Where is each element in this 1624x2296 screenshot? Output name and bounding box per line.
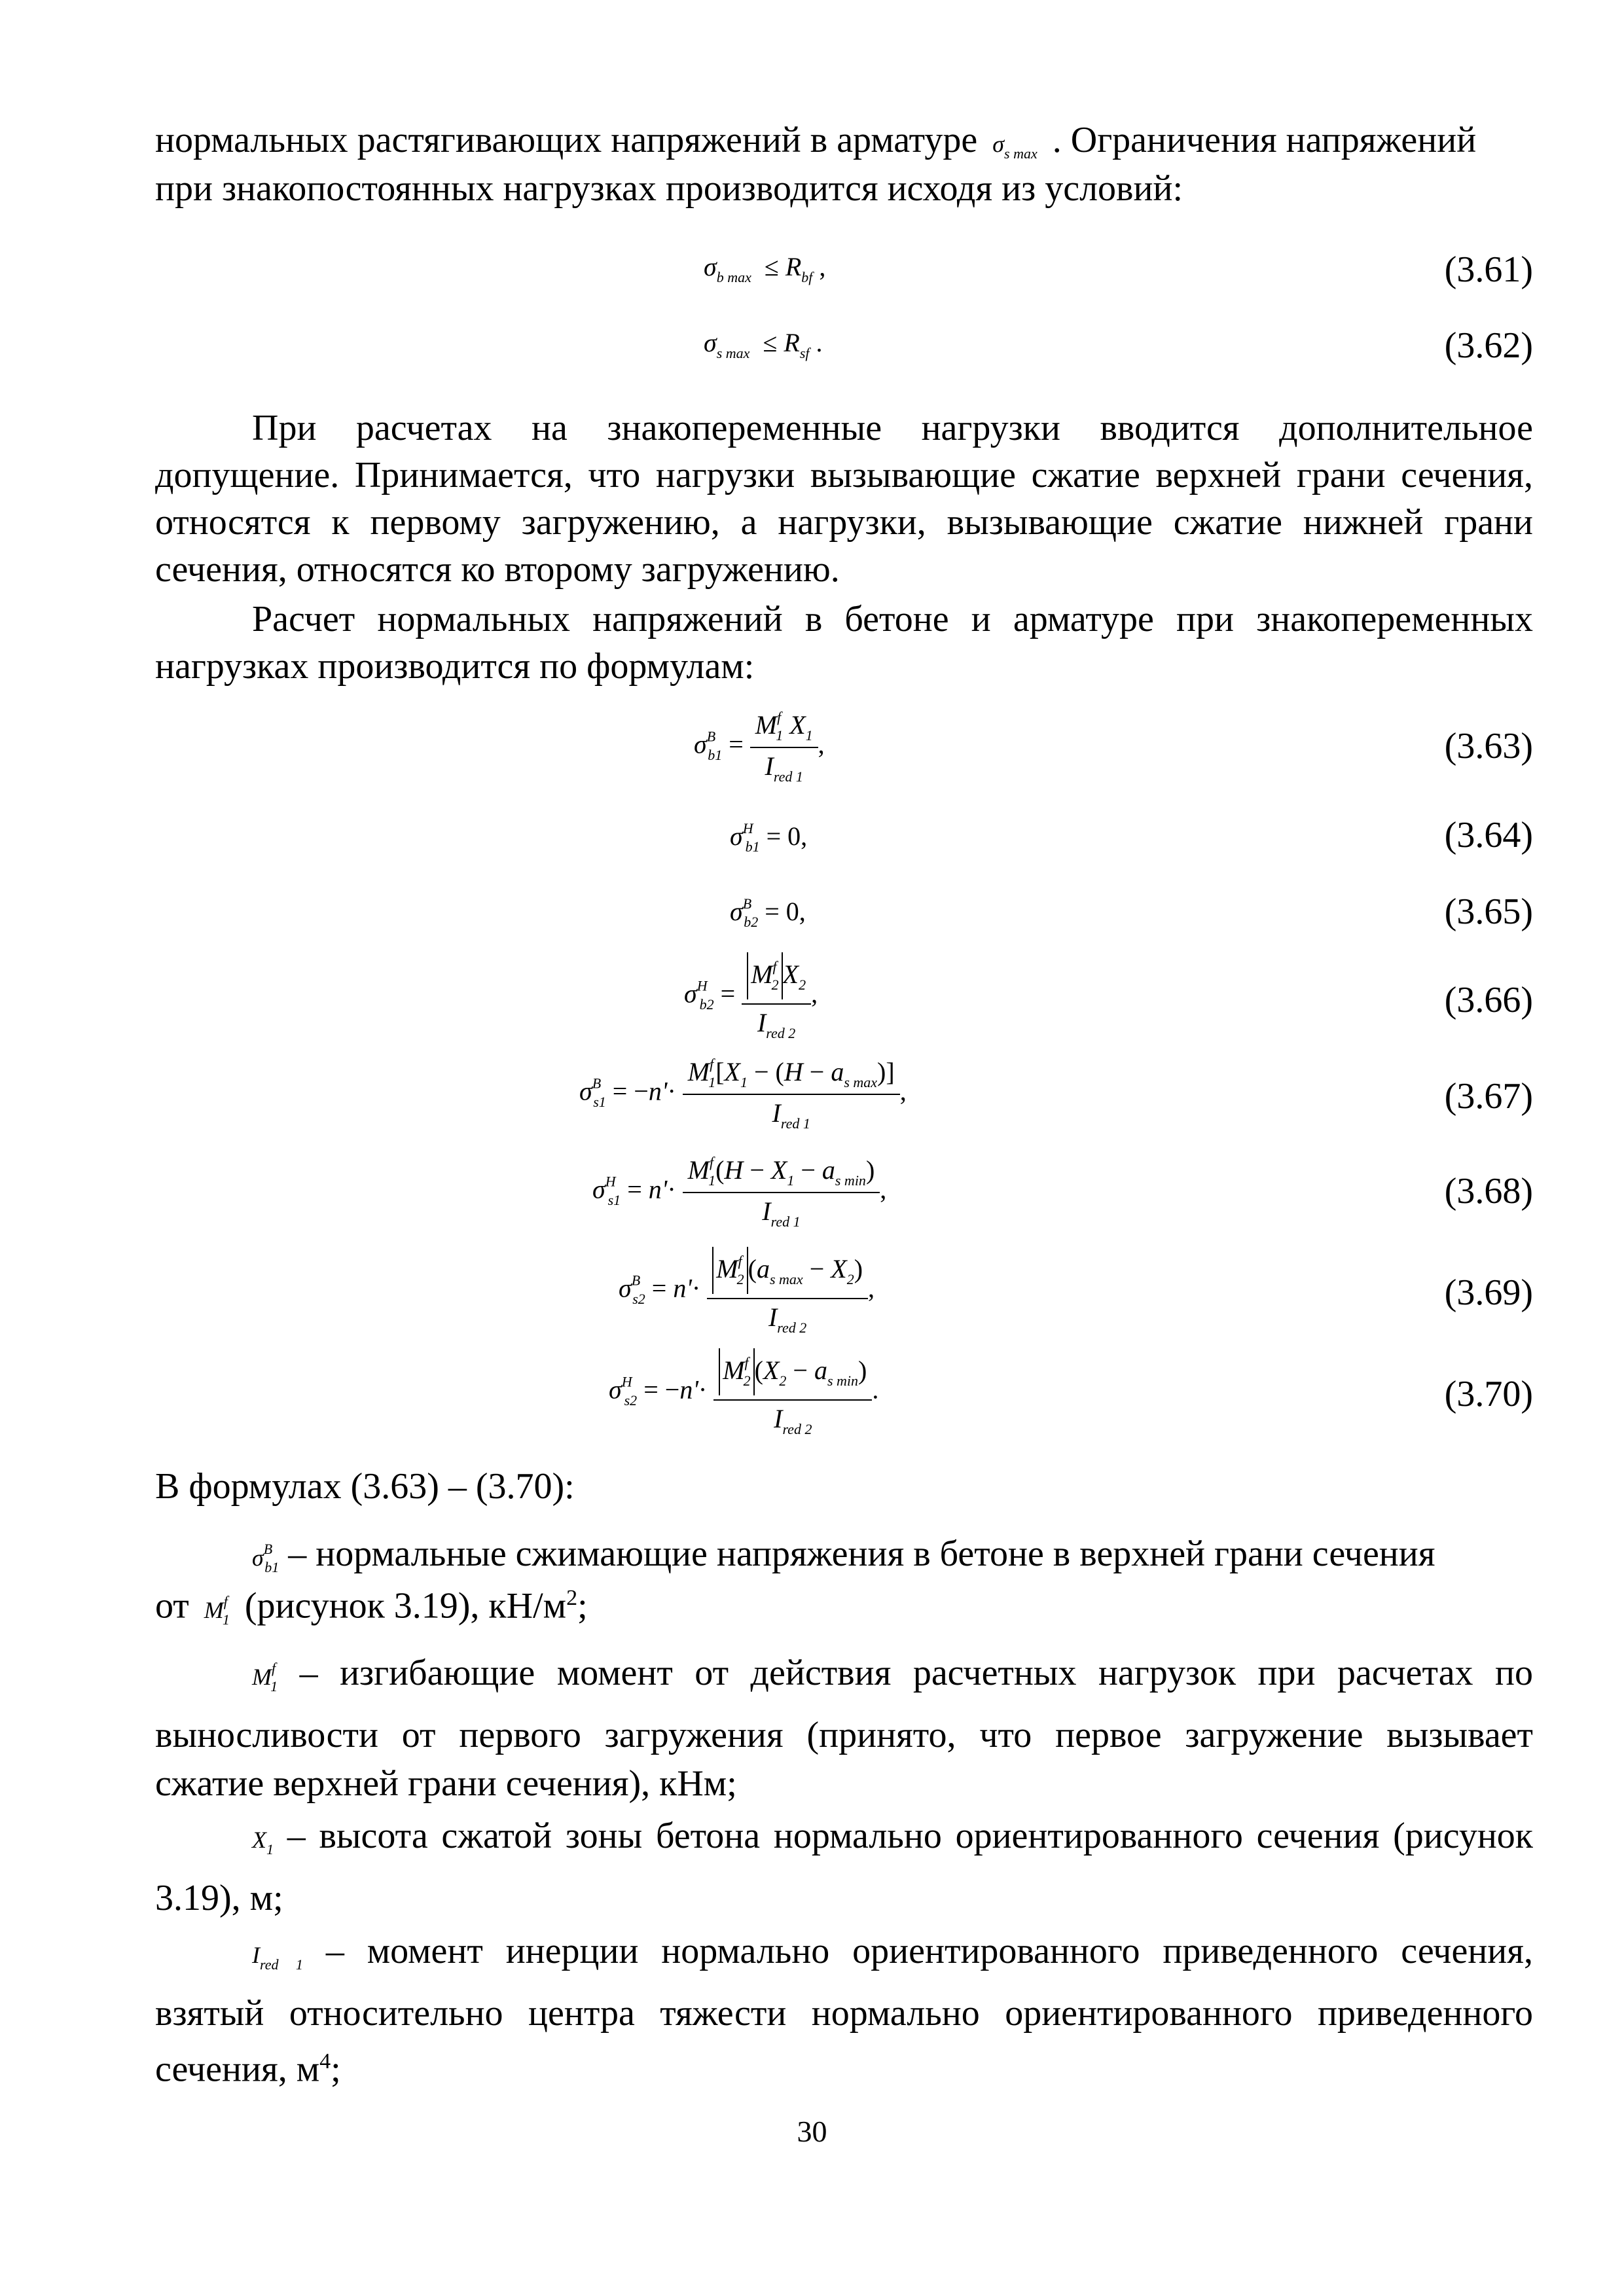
text-span: – момент инерции нормально ориентированного приведенного сечения, взятый относительно центра тяжести нормально ориентированного приведенного сечения, м	[155, 1931, 1534, 2090]
text-span: от	[155, 1585, 189, 1626]
text-span: – нормальные сжимающие напряжения в бетоне в верхней грани сечения	[288, 1534, 1435, 1574]
text-span: нормальных растягивающих напряжений в арматуре	[155, 120, 978, 160]
equation-number-3-62: (3.62)	[1444, 325, 1533, 366]
paragraph-1-line-2: при знакопостоянных нагрузках производится исходя из условий:	[155, 168, 1183, 209]
superscript: 2	[566, 1586, 578, 1610]
equation-number-3-68: (3.68)	[1444, 1171, 1533, 1211]
text-span: . Ограничения напряжений	[1052, 120, 1477, 160]
equation-number-3-65: (3.65)	[1444, 891, 1533, 932]
text-span: – изгибающие момент от действия расчетных нагрузок при расчетах по выносливости от первого загружения (принято, что первое загружение вызывает сжатие верхней грани сечения), кНм;	[155, 1653, 1533, 1804]
paragraph-3: Расчет нормальных напряжений в бетоне и арматуре при знакопеременных нагрузках производится по формулам:	[155, 599, 1533, 687]
equation-number-3-63: (3.63)	[1444, 726, 1533, 766]
sigma-b1-B-symbol: $\sigma^B_{b1}$	[252, 1541, 280, 1575]
formula-3-61: $\sigma_{b max} \le R_{bf}$ ,	[704, 252, 826, 285]
text-span: (рисунок 3.19), кН/м	[244, 1585, 567, 1626]
definition-M1f	[155, 1644, 1533, 1808]
page-number: 30	[797, 2115, 827, 2148]
formula-3-62: $\sigma_{s max} \le R_{sf}$ .	[704, 328, 823, 361]
definition-sigma-b1-B-line-2	[155, 1575, 1533, 1643]
superscript: 4	[319, 2049, 331, 2073]
formula-3-65: $\sigma^B_{b2} = 0$,	[730, 895, 806, 930]
formula-3-64: $\sigma^H_{b1} = 0$,	[730, 820, 808, 855]
formula-3-68: $\sigma^H_{s1} = n'\cdot$ $\frac{M^f_1(H - X_1 - a_{s min})}{I_{red 1}}$ ,	[592, 1154, 887, 1230]
text-span: – высота сжатой зоны бетона нормально ориентированного сечения (рисунок 3.19), м;	[155, 1816, 1534, 1918]
equation-number-3-70: (3.70)	[1444, 1374, 1533, 1414]
sigma-s-max-inline: $\sigma_{s max}$	[986, 131, 1038, 162]
paragraph-2: При расчетах на знакопеременные нагрузки вводится дополнительное допущение. Принимается, что нагрузки вызывающие сжатие верхней грани сечения, относятся к первому загружению, а нагрузки, вызывающие сжатие нижней грани сечения, относятся ко второму загружению.	[155, 408, 1533, 590]
formula-3-67: $\sigma^B_{s1} = -n'\cdot$ $\frac{M^f_1[X_1 - (H - a_{s max})]}{I_{red 1}}$ ,	[579, 1056, 907, 1132]
M1f-symbol: $M^f_1$	[252, 1660, 278, 1695]
equation-number-3-69: (3.69)	[1444, 1272, 1533, 1313]
text-span: ;	[577, 1585, 588, 1626]
Ired1-symbol: $I_{red 1}$	[252, 1942, 303, 1973]
formula-3-70: $\sigma^H_{s2} = -n'\cdot$ $\frac{M^f_2 (X_2 - a_{s min})}{I_{red 2}}$ .	[609, 1348, 878, 1437]
equation-number-3-61: (3.61)	[1444, 249, 1533, 290]
text-span: ;	[331, 2049, 341, 2090]
paragraph-4: В формулах (3.63) – (3.70):	[155, 1466, 575, 1507]
formula-3-63: $\sigma^B_{b1}$ = $\frac{M^f_1 X_1}{I_{red 1}}$ ,	[694, 709, 825, 785]
equation-number-3-67: (3.67)	[1444, 1076, 1533, 1117]
M1f-inline: $M^f_1$	[198, 1592, 230, 1628]
equation-number-3-66: (3.66)	[1444, 980, 1533, 1020]
formula-3-66: $\sigma^H_{b2}$ = $\frac{M^f_2 X_2}{I_{red 2}}$ ,	[684, 952, 818, 1041]
X1-symbol: $X_1$	[252, 1827, 274, 1857]
definition-X1	[155, 1812, 1533, 1922]
equation-number-3-64: (3.64)	[1444, 815, 1533, 855]
definition-Ired1	[155, 1927, 1533, 2094]
formula-3-69: $\sigma^B_{s2} = n'\cdot$ $\frac{M^f_2 (a_{s max} - X_2)}{I_{red 2}}$ ,	[619, 1247, 875, 1335]
